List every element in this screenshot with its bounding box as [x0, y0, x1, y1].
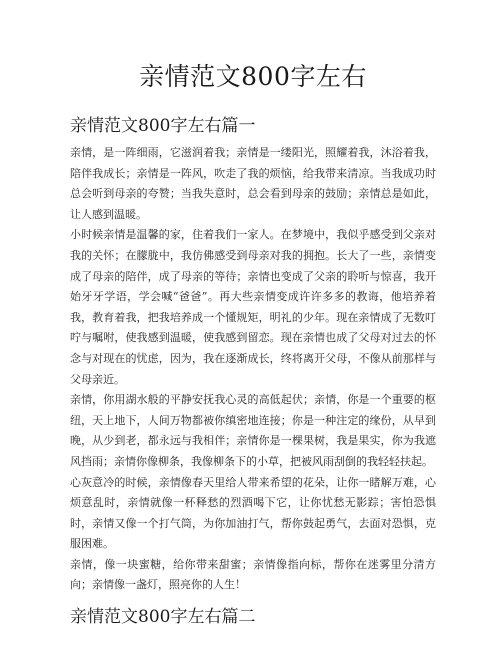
section-body-1	[70, 143, 436, 596]
paragraph: 小时候亲情是温馨的家，住着我们一家人。在梦境中，我似乎感受到父亲对我的关怀；在朦胧中，我仿佛感受到母亲对我的拥抱。长大了一些，亲情变成了母亲的陪伴，成了母亲的等待；亲情也变成了父亲的聆听与惊喜，我开始牙牙学语，学会喊“爸爸”。再大些亲情变成许许多多的教诲，他培养着我，教育着我，把我培养成一个懂规矩，明礼的少年。现在亲情成了无数叮咛与嘱咐，使我感到温暖，使我感到留恋。现在亲情也成了父母对过去的怀念与对现在的忧虑，因为，我在逐渐成长，终将离开父母，不像从前那样与父母亲近。	[70, 228, 436, 386]
paragraph: 亲情，像一块蜜糖，给你带来甜蜜；亲情像指向标，帮你在迷雾里分清方向；亲情像一盏灯，照亮你的人生！	[70, 557, 436, 592]
paragraph: 亲情，是一阵细雨，它滋润着我；亲情是一缕阳光，照耀着我，沐浴着我，陪伴我成长；亲情是一阵风，吹走了我的烦恼，给我带来清凉。当我成功时总会听到母亲的夸赞；当我失意时，总会看到母亲的鼓励；亲情总是如此，让人感到温暖。	[70, 146, 436, 221]
paragraph: 亲情，你用湖水般的平静安抚我心灵的高低起伏；亲情，你是一个重要的枢纽，天上地下，人间万物都被你缜密地连接；你是一种注定的缘份，从早到晚，从少到老，都永远与我相伴；亲情你是一棵果树，我是果实，你为我遮风挡雨；亲情你像柳条，我像柳条下的小草，把被风雨刮倒的我轻轻扶起。	[70, 393, 436, 468]
section-heading-2: 亲情范文800字左右篇二	[70, 607, 256, 628]
document-title: 亲情范文800字左右	[139, 62, 367, 91]
section-heading-1: 亲情范文800字左右篇一	[70, 116, 256, 136]
paragraph: 心灰意冷的时候，亲情像春天里给人带来希望的花朵，让你一睹解万难，心烦意乱时，亲情就像一杯释愁的烈酒喝下它，让你忧愁无影踪；害怕恐惧时，亲情又像一个打气筒，为你加油打气，帮你鼓起勇气，去面对恐惧，克服困难。	[70, 475, 436, 551]
